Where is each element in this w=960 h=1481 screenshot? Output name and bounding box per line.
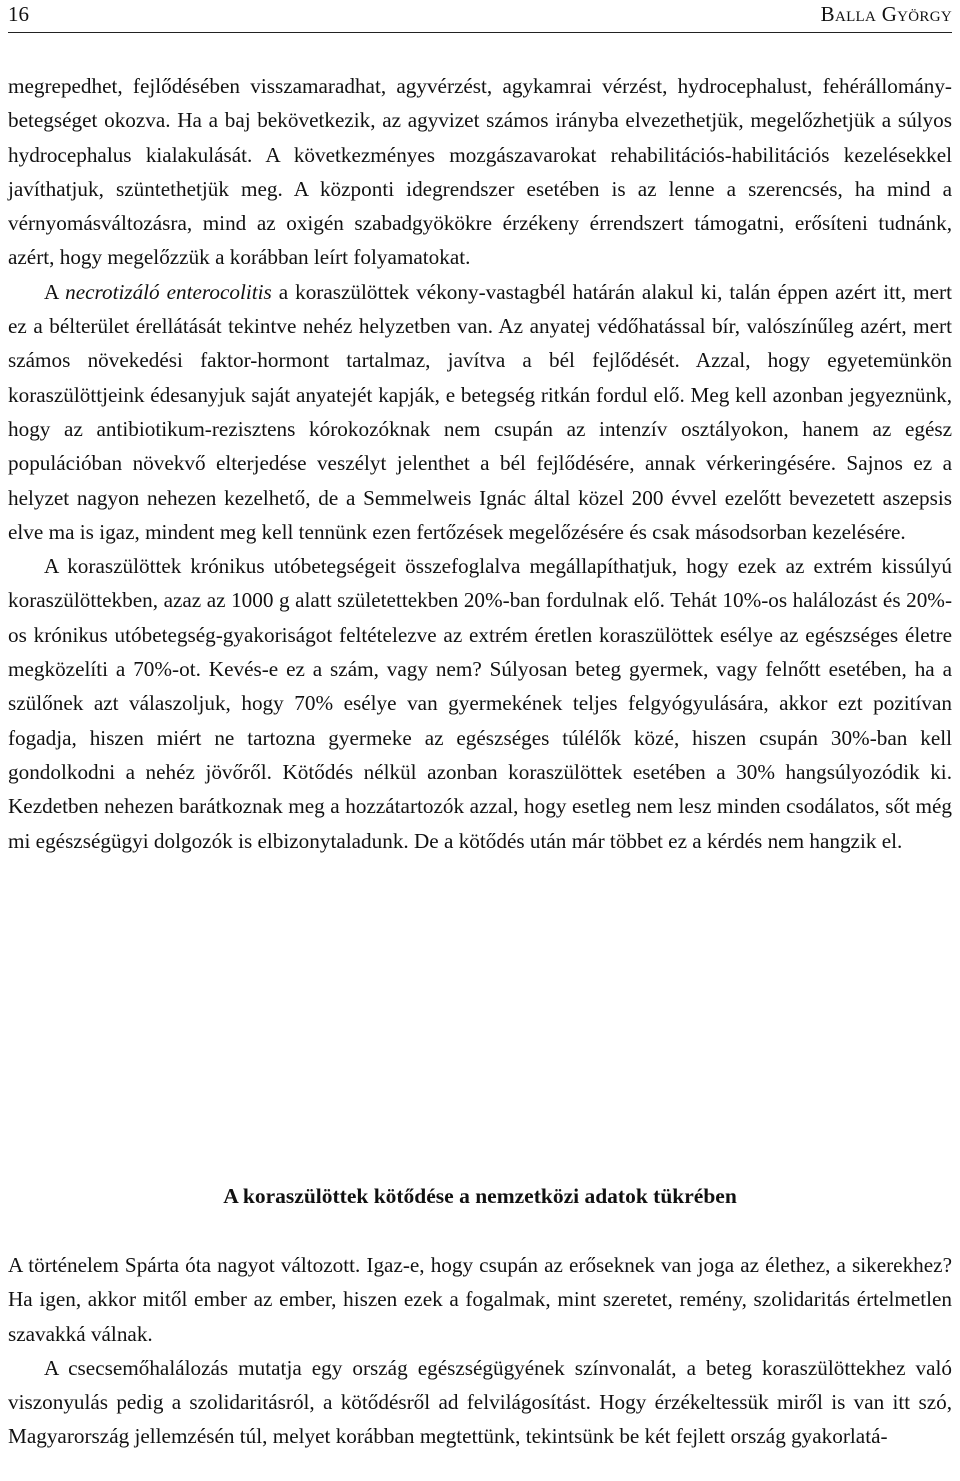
paragraph-3: A koraszülöttek krónikus utóbetegségeit összefoglalva megállapíthatjuk, hogy ezek az extrém kissúlyú koraszülöttekben, azaz az 1000 g alatt születettekben 20%-ban fordulnak elő. Tehát 10%-os halálozást és 20%-os krónikus utóbetegség-gyakoriságot feltételezve az extrém éretlen koraszülöttek esélye az egészséges életre megközelíti a 70%-ot. Kevés-e ez a szám, vagy nem? Súlyosan beteg gyermek, vagy felnőtt esetében, ha a szülőnek azt válaszoljuk, hogy 70% esélye van gyermekének teljes felgyógyulására, akkor ezt pozitívan fogadja, hiszen miért ne tartozna gyermeke az egészséges túlélők közé, hiszen csupán 30%-ban kell gondolkodni a nehéz jövőről. Kötődés nélkül azonban koraszülöttek esetében a 30% hangsúlyozódik ki. Kezdetben nehezen barátkoznak meg a hozzátartozók azzal, hogy esetleg nem lesz minden csodálatos, sőt még mi egészségügyi dolgozók is elbizonytaladunk. De a kötődés után már többet ez a kérdés nem hangzik el. <box>8 554 952 853</box>
paragraph-2 <box>8 275 952 549</box>
paragraph-5: A csecsemőhalálozás mutatja egy ország egészségügyének színvonalát, a beteg koraszülöttekhez való viszonyulás pedig a szolidaritásról, a kötődésről ad felvilágosítást. Hogy érzékeltessük miről is van itt szó, Magyarország jellemzésén túl, melyet korábban megtettünk, tekintsünk be két fejlett ország gyakorlatá- <box>8 1355 952 1449</box>
running-head-author: Balla György <box>820 2 952 26</box>
paragraph-4: A történelem Spárta óta nagyot változott. Igaz-e, hogy csupán az erőseknek van joga az élethez, a sikerekhez? Ha igen, akkor mitől ember az ember, hiszen ezek a fogalmak, mint szeretet, remény, szolidaritás értelmetlen szavakká válnak. <box>8 1253 952 1346</box>
page-number: 16 <box>8 2 29 26</box>
paragraph-1: megrepedhet, fejlődésében visszamaradhat, agyvérzést, agykamrai vérzést, hydrocephalust, fehérállomány-betegséget okozva. Ha a baj bekövetkezik, az agyvizet számos irányba elvezethetjük, megelőzhetjük a súlyos hydrocephalus kialakulását. A következményes mozgászavarokat rehabilitációs-habilitációs kezelésekkel javíthatjuk, szüntethetjük meg. A központi idegrendszer esetében is az lenne a szerencsés, ha mind a vérnyomásváltozásra, mind az oxigén szabadgyökökre érzékeny érrendszert támogatni, erősíteni tudnánk, azért, hogy megelőzzük a korábban leírt folyamatokat. <box>8 74 952 270</box>
section-heading: A koraszülöttek kötődése a nemzetközi adatok tükrében <box>223 1184 737 1208</box>
paragraph-2-lead: A <box>44 279 66 304</box>
paragraph-2-rest: a koraszülöttek vékony-vastagbél határán alakul ki, talán éppen azért itt, mert ez a bélterület érellátását tekintve nehéz helyzetben van. Az anyatej védőhatással bír, valószínűleg azért, mert számos növekedési faktor-hormont tartalmaz, javítva a bél fejlődését. Azzal, hogy egyetemünkön koraszülöttjeink édesanyjuk saját anyatejét kapják, e betegség ritkán fordul elő. Meg kell azonban jegyeznünk, hogy az antibiotikum-rezisztens kórokozóknak nem csupán az intenzív osztályokon, hanem az egész populációban növekvő elterjedése veszélyt jelenthet a bél fejlődésére, annak vérkeringésére. Sajnos ez a helyzet nagyon nehezen kezelhető, de a Semmelweis Ignác által közel 200 évvel ezelőtt bevezetett aszepsis elve ma is igaz, mindent meg kell tennünk ezen fertőzések megelőzésére és csak másodsorban kezelésére. <box>8 279 952 544</box>
section-body-text <box>8 1248 952 1454</box>
italic-term: necrotizáló enterocolitis <box>65 279 272 304</box>
page-header <box>8 0 952 33</box>
body-text <box>8 69 952 858</box>
